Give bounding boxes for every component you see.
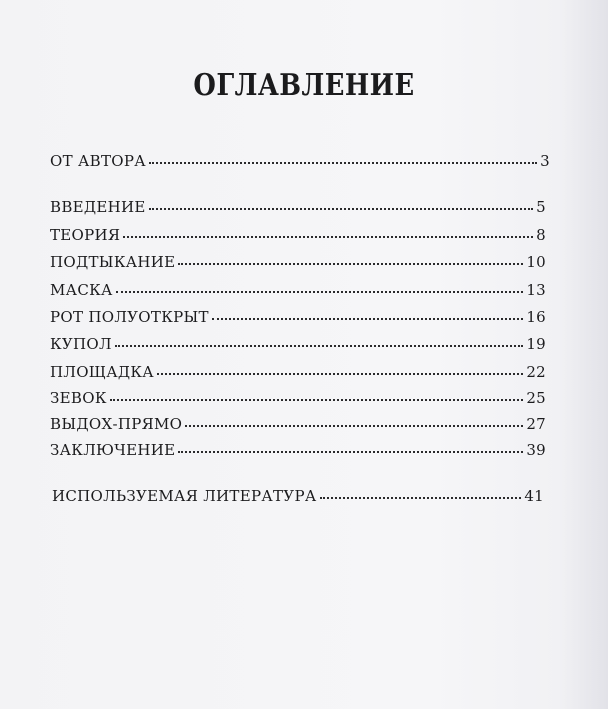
toc-leader-dots (178, 451, 523, 453)
toc-entry-label: ВВЕДЕНИЕ (50, 198, 146, 216)
toc-entry (50, 441, 546, 463)
toc-entry-label: ПОДТЫКАНИЕ (50, 253, 176, 271)
toc-entry-page: 25 (526, 389, 546, 407)
toc-entry-page: 13 (526, 281, 546, 299)
toc-entry (50, 253, 546, 275)
toc-entry-page: 22 (526, 363, 546, 381)
toc-entry-label: КУПОЛ (50, 335, 112, 353)
toc-entry (50, 415, 546, 437)
toc-leader-dots (185, 425, 523, 427)
toc-leader-dots (320, 497, 522, 499)
toc-leader-dots (157, 373, 523, 375)
toc-entry-page: 39 (526, 441, 546, 459)
toc-leader-dots (116, 291, 524, 293)
toc-leader-dots (149, 162, 537, 164)
toc-entry (52, 487, 544, 509)
toc-leader-dots (212, 318, 523, 320)
toc-entry-label: ЗАКЛЮЧЕНИЕ (50, 441, 176, 459)
toc-entry-page: 3 (540, 152, 550, 170)
toc-leader-dots (110, 399, 524, 401)
toc-entry-label: ПЛОЩАДКА (50, 363, 154, 381)
toc-entry-page: 8 (536, 226, 546, 244)
toc-entry-page: 19 (526, 335, 546, 353)
toc-entry (50, 363, 546, 385)
toc-entry (50, 226, 546, 248)
toc-leader-dots (123, 236, 533, 238)
toc-entry (50, 198, 546, 220)
page-title: ОГЛАВЛЕНИЕ (193, 68, 415, 103)
toc-entry-label: ЗЕВОК (50, 389, 107, 407)
toc-entry-label: РОТ ПОЛУОТКРЫТ (50, 308, 209, 326)
toc-entry (50, 281, 546, 303)
toc-leader-dots (115, 345, 523, 347)
toc-entry-label: ВЫДОХ-ПРЯМО (50, 415, 183, 433)
toc-entry (50, 335, 546, 357)
toc-entry-label: ТЕОРИЯ (50, 226, 121, 244)
toc-entry-label: ОТ АВТОРА (50, 152, 146, 170)
toc-entry-page: 5 (536, 198, 546, 216)
toc-leader-dots (149, 208, 534, 210)
toc-leader-dots (178, 263, 523, 265)
toc-entry (50, 308, 546, 330)
toc-entry (50, 389, 546, 411)
toc-entry (50, 152, 550, 174)
toc-entry-label: МАСКА (50, 281, 113, 299)
toc-entry-page: 10 (526, 253, 546, 271)
toc-entry-label: ИСПОЛЬЗУЕМАЯ ЛИТЕРАТУРА (52, 487, 317, 505)
toc-entry-page: 27 (526, 415, 546, 433)
toc-entry-page: 41 (524, 487, 544, 505)
toc-entry-page: 16 (526, 308, 546, 326)
